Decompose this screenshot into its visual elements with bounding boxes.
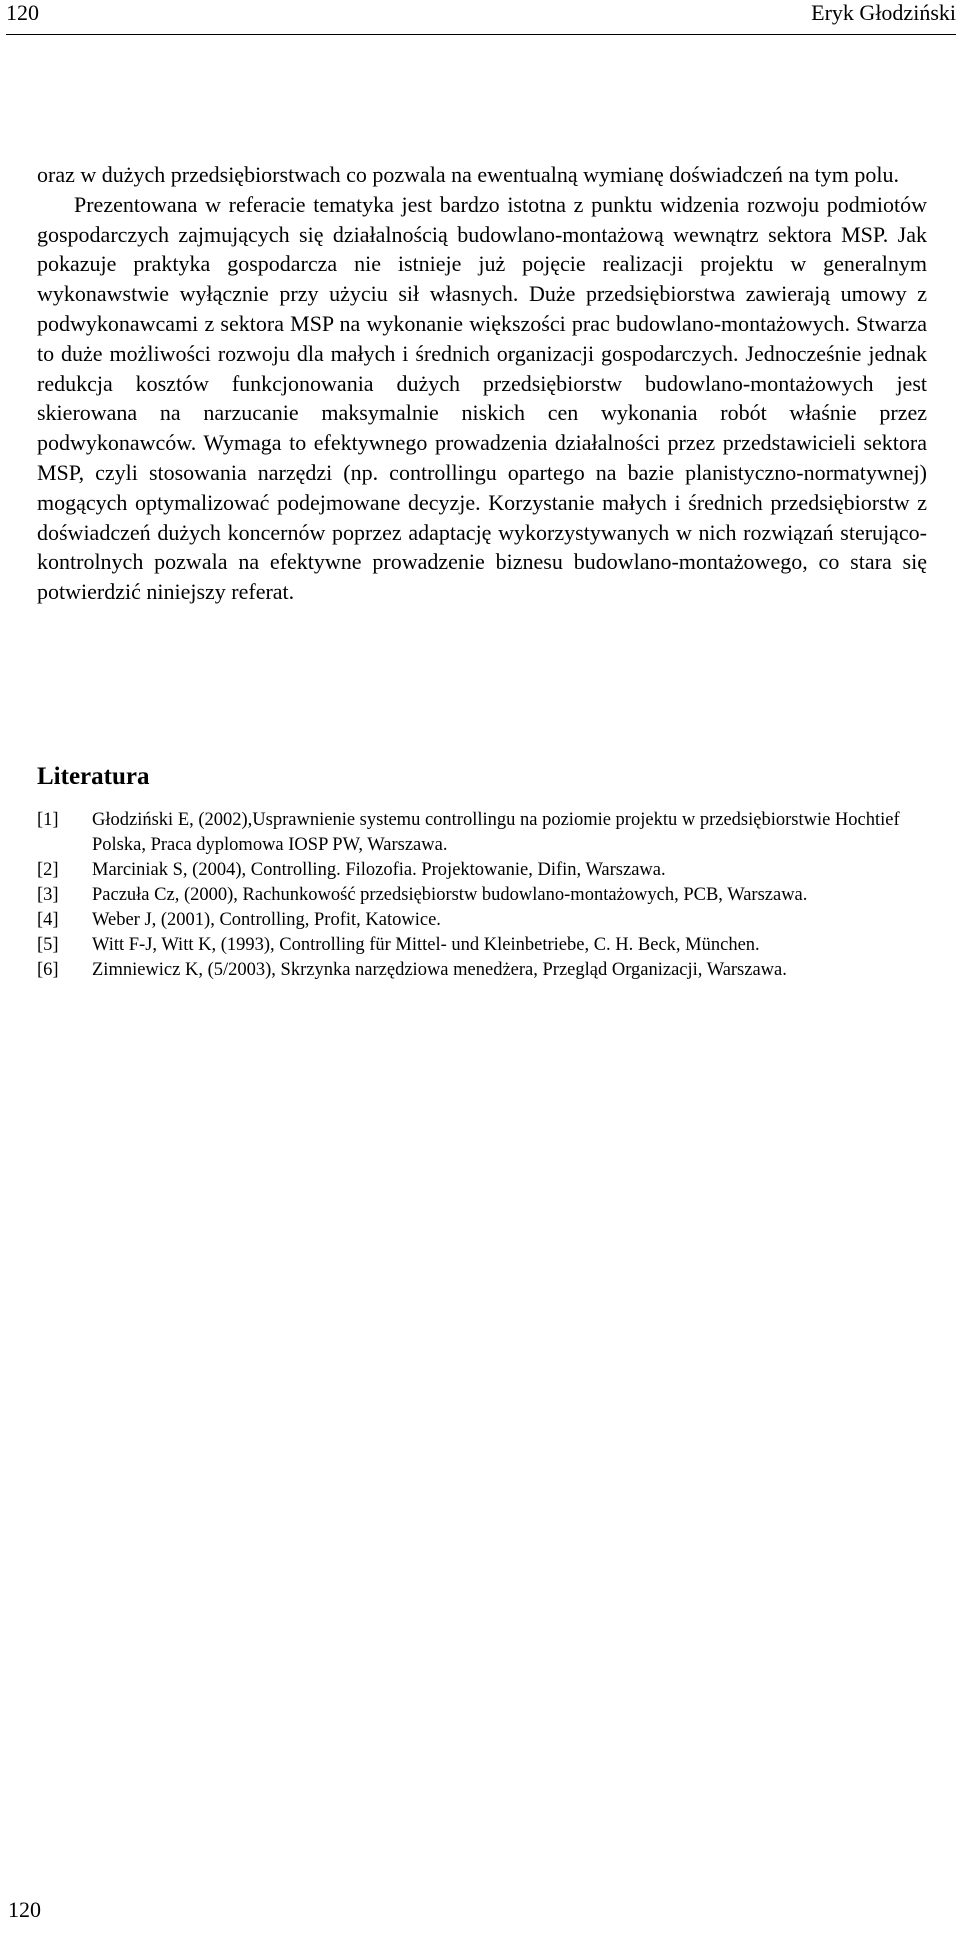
reference-text: Weber J, (2001), Controlling, Profit, Katowice. <box>92 910 441 930</box>
header-author: Eryk Głodziński <box>811 0 956 25</box>
reference-list <box>37 808 927 983</box>
reference-item <box>37 908 927 933</box>
literature-heading: Literatura <box>37 763 150 790</box>
paragraph: oraz w dużych przedsiębiorstwach co pozwala na ewentualną wymianę doświadczeń na tym polu. <box>37 162 899 187</box>
reference-label: [4] <box>37 910 59 930</box>
reference-label: [2] <box>37 860 59 880</box>
reference-item <box>37 958 927 983</box>
reference-label: [5] <box>37 935 59 955</box>
reference-item <box>37 883 927 908</box>
reference-text: Głodziński E, (2002),Usprawnienie systemu controllingu na poziomie projektu w przedsiębiorstwie Hochtief Polska, Praca dyplomowa IOSP PW, Warszawa. <box>92 810 900 855</box>
body-text <box>37 160 927 607</box>
reference-item <box>37 808 927 858</box>
footer-page-number: 120 <box>8 1897 41 1922</box>
header-page-number: 120 <box>6 0 39 25</box>
reference-text: Paczuła Cz, (2000), Rachunkowość przedsiębiorstw budowlano-montażowych, PCB, Warszawa. <box>92 885 808 905</box>
reference-label: [1] <box>37 810 59 830</box>
reference-text: Witt F-J, Witt K, (1993), Controlling für Mittel- und Kleinbetriebe, C. H. Beck, München. <box>92 935 760 955</box>
reference-text: Zimniewicz K, (5/2003), Skrzynka narzędziowa menedżera, Przegląd Organizacji, Warszawa. <box>92 960 787 980</box>
reference-label: [6] <box>37 960 59 980</box>
reference-item <box>37 858 927 883</box>
reference-label: [3] <box>37 885 59 905</box>
running-header <box>6 0 956 35</box>
reference-text: Marciniak S, (2004), Controlling. Filozofia. Projektowanie, Difin, Warszawa. <box>92 860 666 880</box>
paragraph: Prezentowana w referacie tematyka jest bardzo istotna z punktu widzenia rozwoju podmiotów gospodarczych zajmujących się działalnością budowlano-montażową wewnątrz sektora MSP. Jak pokazuje praktyka gospodarcza nie istnieje już pojęcie realizacji projektu w generalnym wykonawstwie wyłącznie przy użyciu sił własnych. Duże przedsiębiorstwa zawierają umowy z podwykonawcami z sektora MSP na wykonanie większości prac budowlano-montażowych. Stwarza to duże możliwości rozwoju dla małych i średnich organizacji gospodarczych. Jednocześnie jednak redukcja kosztów funkcjonowania dużych przedsiębiorstw budowlano-montażowych jest skierowana na narzucanie maksymalnie niskich cen wykonania robót właśnie przez podwykonawców. Wymaga to efektywnego prowadzenia działalności przez przedstawicieli sektora MSP, czyli stosowania narzędzi (np. controllingu opartego na bazie planistyczno-normatywnej) mogących optymalizować podejmowane decyzje. Korzystanie małych i średnich przedsiębiorstw z doświadczeń dużych koncernów poprzez adaptację wykorzystywanych w nich rozwiązań sterująco-kontrolnych pozwala na efektywne prowadzenie biznesu budowlano-montażowego, co stara się potwierdzić niniejszy referat. <box>37 191 927 605</box>
reference-item <box>37 933 927 958</box>
